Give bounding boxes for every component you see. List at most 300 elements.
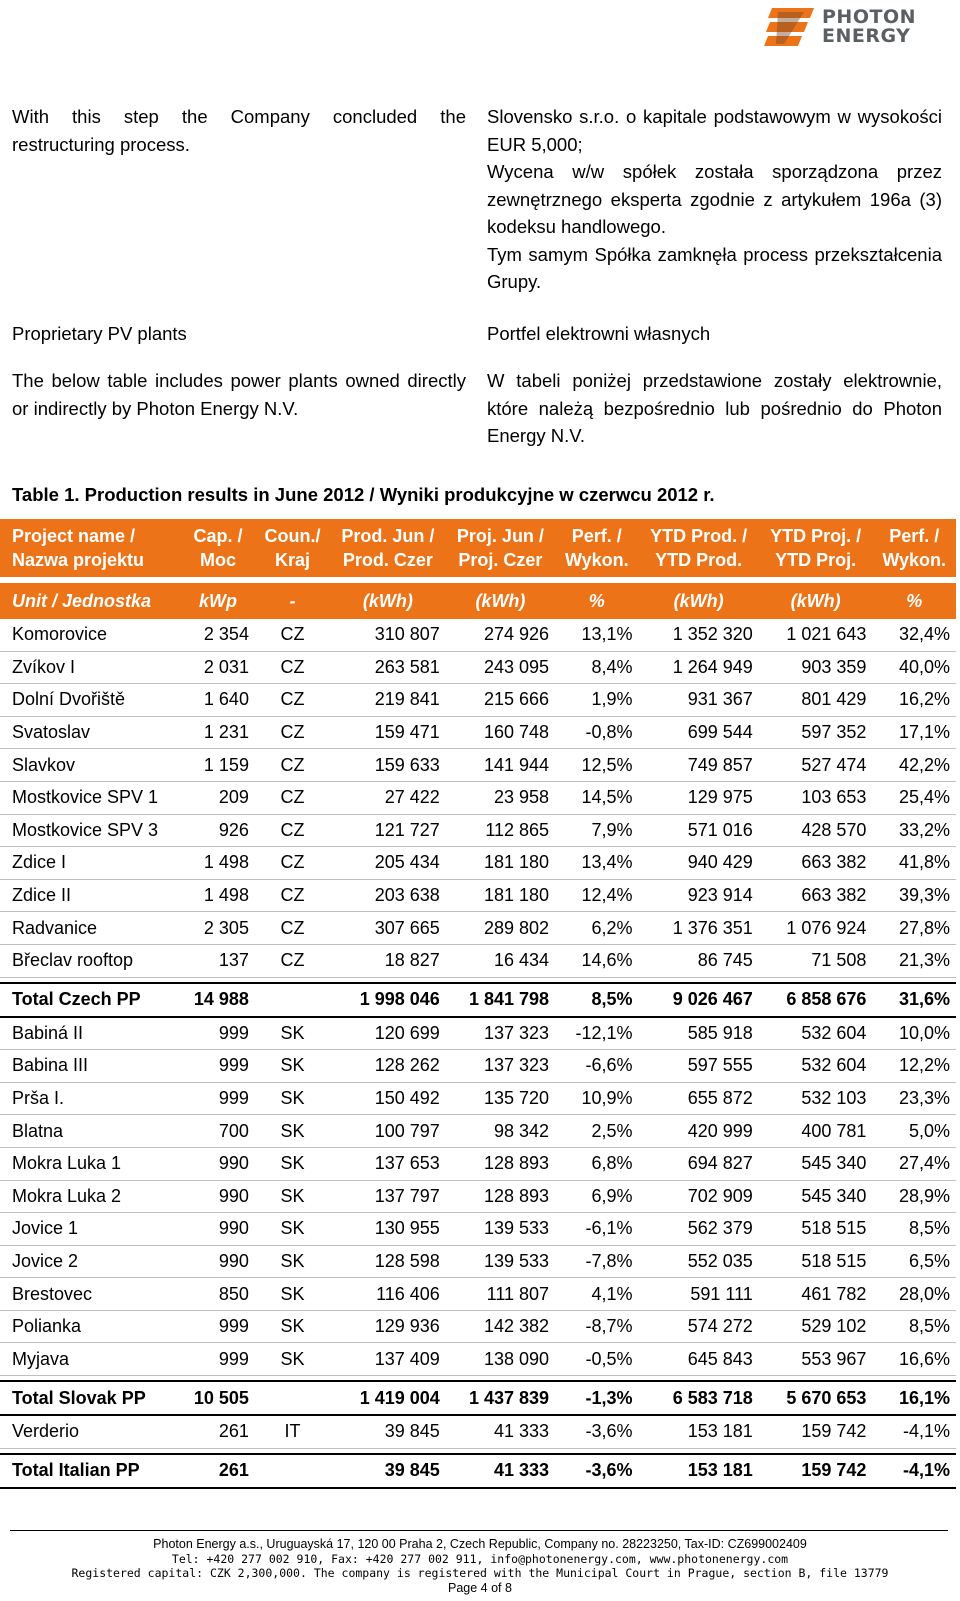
table-cell: 41 333 <box>446 1415 555 1448</box>
table-cell: 940 429 <box>639 847 759 880</box>
table-cell: 138 090 <box>446 1343 555 1376</box>
table-cell: -4,1% <box>872 1454 956 1488</box>
table-cell: 100 797 <box>330 1115 446 1148</box>
table-cell: 999 <box>181 1082 255 1115</box>
table-row <box>0 847 956 880</box>
table-cell: 699 544 <box>639 716 759 749</box>
table-cell: 129 975 <box>639 781 759 814</box>
table-cell: 41 333 <box>446 1454 555 1488</box>
row-label: Svatoslav <box>0 716 181 749</box>
table-cell: 39 845 <box>330 1415 446 1448</box>
column-header <box>330 519 446 580</box>
table-row <box>0 944 956 977</box>
table-cell: 1 076 924 <box>759 912 873 945</box>
table-cell: CZ <box>255 814 330 847</box>
column-header <box>0 519 181 580</box>
right-paragraph-2: W tabeli poniżej przedstawione zostały elektrownie, które należą bezpośrednio lub pośrednio do Photon Energy N.V. <box>487 370 942 446</box>
table-cell: -3,6% <box>555 1415 638 1448</box>
right-heading: Portfel elektrowni własnych <box>487 323 711 344</box>
table-cell: 6,9% <box>555 1180 638 1213</box>
table-cell: 243 095 <box>446 651 555 684</box>
total-row-czech <box>0 983 956 1017</box>
table-cell: CZ <box>255 716 330 749</box>
table-cell: 13,1% <box>555 619 638 651</box>
table-row <box>0 912 956 945</box>
table-cell: 10,9% <box>555 1082 638 1115</box>
column-header-en: Perf. / <box>889 526 940 546</box>
table-cell: SK <box>255 1115 330 1148</box>
unit-cell: % <box>872 580 956 619</box>
table-caption: Table 1. Production results in June 2012 / Wyniki produkcyjne w czerwcu 2012 r. <box>12 484 715 505</box>
table-row <box>0 1213 956 1246</box>
column-header-pl: Proj. Czer <box>458 550 543 570</box>
footer-divider <box>10 1530 948 1531</box>
company-logo <box>764 6 924 50</box>
row-label: Mostkovice SPV 3 <box>0 814 181 847</box>
table-cell: 16,2% <box>872 684 956 717</box>
left-paragraph-1: With this step the Company concluded the restructuring process. <box>12 106 466 155</box>
table-cell: 23 958 <box>446 781 555 814</box>
table-cell: 527 474 <box>759 749 873 782</box>
column-header-pl: Kraj <box>274 550 310 570</box>
table-cell: 27,8% <box>872 912 956 945</box>
table-row <box>0 1310 956 1343</box>
table-cell: IT <box>255 1415 330 1448</box>
table-cell: SK <box>255 1180 330 1213</box>
table-cell: 141 944 <box>446 749 555 782</box>
table-cell <box>255 1454 330 1488</box>
row-label: Prša I. <box>0 1082 181 1115</box>
table-cell: 4,1% <box>555 1278 638 1311</box>
table-cell: 28,0% <box>872 1278 956 1311</box>
table-cell: 16,1% <box>872 1381 956 1415</box>
table-cell: 28,9% <box>872 1180 956 1213</box>
table-cell: 926 <box>181 814 255 847</box>
table-cell: 6,8% <box>555 1147 638 1180</box>
table-cell: 128 893 <box>446 1147 555 1180</box>
table-cell: 16 434 <box>446 944 555 977</box>
table-cell: 461 782 <box>759 1278 873 1311</box>
table-cell: 215 666 <box>446 684 555 717</box>
table-cell: 41,8% <box>872 847 956 880</box>
table-cell: 597 555 <box>639 1050 759 1083</box>
production-table <box>0 519 956 1489</box>
table-cell: 31,6% <box>872 983 956 1017</box>
table-units-row <box>0 580 956 619</box>
unit-cell: (kWh) <box>446 580 555 619</box>
table-cell: 645 843 <box>639 1343 759 1376</box>
column-header-en: Prod. Jun / <box>341 526 435 546</box>
table-cell: SK <box>255 1082 330 1115</box>
table-cell: 2 354 <box>181 619 255 651</box>
table-cell: 14,6% <box>555 944 638 977</box>
table-cell: 5,0% <box>872 1115 956 1148</box>
table-row <box>0 781 956 814</box>
table-cell: 990 <box>181 1180 255 1213</box>
table-cell: 532 604 <box>759 1050 873 1083</box>
column-header <box>555 519 638 580</box>
table-cell: 1,9% <box>555 684 638 717</box>
table-cell: SK <box>255 1278 330 1311</box>
left-heading: Proprietary PV plants <box>12 323 187 344</box>
table-cell: 21,3% <box>872 944 956 977</box>
column-header <box>759 519 873 580</box>
table-cell: 999 <box>181 1017 255 1050</box>
table-cell: 86 745 <box>639 944 759 977</box>
table-cell: CZ <box>255 944 330 977</box>
table-cell: 159 742 <box>759 1454 873 1488</box>
table-cell: 1 231 <box>181 716 255 749</box>
table-row <box>0 1278 956 1311</box>
table-cell: 128 893 <box>446 1180 555 1213</box>
table-cell: 129 936 <box>330 1310 446 1343</box>
table-row <box>0 1147 956 1180</box>
row-label: Zdice I <box>0 847 181 880</box>
table-cell: -0,8% <box>555 716 638 749</box>
table-cell: 562 379 <box>639 1213 759 1246</box>
table-cell: 700 <box>181 1115 255 1148</box>
table-cell: 12,4% <box>555 879 638 912</box>
row-label: Zvíkov I <box>0 651 181 684</box>
row-label: Jovice 2 <box>0 1245 181 1278</box>
table-cell: -8,7% <box>555 1310 638 1343</box>
table-cell: 14 988 <box>181 983 255 1017</box>
table-cell: 137 323 <box>446 1050 555 1083</box>
row-label: Břeclav rooftop <box>0 944 181 977</box>
table-row <box>0 1050 956 1083</box>
table-cell: SK <box>255 1050 330 1083</box>
table-cell: 159 742 <box>759 1415 873 1448</box>
column-header-en: YTD Proj. / <box>770 526 862 546</box>
column-header <box>446 519 555 580</box>
table-row <box>0 814 956 847</box>
table-cell: 1 159 <box>181 749 255 782</box>
table-cell: -6,6% <box>555 1050 638 1083</box>
table-cell: 219 841 <box>330 684 446 717</box>
table-cell: 1 264 949 <box>639 651 759 684</box>
table-cell: 1 998 046 <box>330 983 446 1017</box>
table-cell: 903 359 <box>759 651 873 684</box>
column-header-pl: Moc <box>199 550 236 570</box>
table-cell: SK <box>255 1017 330 1050</box>
table-cell: 518 515 <box>759 1213 873 1246</box>
table-cell: 990 <box>181 1245 255 1278</box>
table-cell: 8,5% <box>872 1213 956 1246</box>
table-row <box>0 716 956 749</box>
row-label: Total Czech PP <box>0 983 181 1017</box>
table-cell: 205 434 <box>330 847 446 880</box>
table-cell: 990 <box>181 1147 255 1180</box>
table-cell: 428 570 <box>759 814 873 847</box>
table-cell: 1 419 004 <box>330 1381 446 1415</box>
table-cell: 6,5% <box>872 1245 956 1278</box>
table-cell: 13,4% <box>555 847 638 880</box>
total-row-italian <box>0 1454 956 1488</box>
table-row <box>0 1082 956 1115</box>
table-row <box>0 651 956 684</box>
column-header-en: Proj. Jun / <box>456 526 544 546</box>
table-cell: SK <box>255 1310 330 1343</box>
column-header-en: Project name / <box>12 526 136 546</box>
table-cell: CZ <box>255 847 330 880</box>
table-cell: 153 181 <box>639 1454 759 1488</box>
row-label: Komorovice <box>0 619 181 651</box>
table-cell: 261 <box>181 1454 255 1488</box>
table-cell: CZ <box>255 619 330 651</box>
table-cell: 529 102 <box>759 1310 873 1343</box>
column-header-pl: Wykon. <box>882 550 947 570</box>
unit-cell: % <box>555 580 638 619</box>
unit-cell: Unit / Jednostka <box>0 580 181 619</box>
table-cell: 18 827 <box>330 944 446 977</box>
table-cell: -3,6% <box>555 1454 638 1488</box>
column-header-pl: YTD Proj. <box>775 550 857 570</box>
table-cell: 553 967 <box>759 1343 873 1376</box>
table-cell: 39 845 <box>330 1454 446 1488</box>
table-cell: 6 858 676 <box>759 983 873 1017</box>
footer-line-3: Registered capital: CZK 2,300,000. The company is registered with the Municipal Court in Prague, section B, file 13779 <box>71 1566 889 1580</box>
left-paragraph-2: The below table includes power plants owned directly or indirectly by Photon Energy N.V. <box>12 370 466 419</box>
table-cell: 420 999 <box>639 1115 759 1148</box>
table-cell: 923 914 <box>639 879 759 912</box>
table-cell: 8,4% <box>555 651 638 684</box>
column-header <box>639 519 759 580</box>
row-label: Total Italian PP <box>0 1454 181 1488</box>
row-label: Mostkovice SPV 1 <box>0 781 181 814</box>
table-cell: 1 376 351 <box>639 912 759 945</box>
table-row <box>0 684 956 717</box>
table-cell: 545 340 <box>759 1180 873 1213</box>
table-cell: 931 367 <box>639 684 759 717</box>
table-cell: 289 802 <box>446 912 555 945</box>
page-footer <box>0 1537 960 1595</box>
table-cell: 545 340 <box>759 1147 873 1180</box>
table-cell: 518 515 <box>759 1245 873 1278</box>
row-label: Blatna <box>0 1115 181 1148</box>
table-cell: 112 865 <box>446 814 555 847</box>
table-cell: 9 026 467 <box>639 983 759 1017</box>
unit-cell: - <box>255 580 330 619</box>
table-cell: 12,2% <box>872 1050 956 1083</box>
table-cell: 160 748 <box>446 716 555 749</box>
table-cell: 116 406 <box>330 1278 446 1311</box>
row-label: Babiná II <box>0 1017 181 1050</box>
table-cell: -7,8% <box>555 1245 638 1278</box>
table-cell: 14,5% <box>555 781 638 814</box>
table-cell: 990 <box>181 1213 255 1246</box>
table-cell: 552 035 <box>639 1245 759 1278</box>
page-number: Page 4 of 8 <box>448 1580 512 1595</box>
table-row <box>0 1245 956 1278</box>
table-cell: SK <box>255 1245 330 1278</box>
table-cell: 153 181 <box>639 1415 759 1448</box>
table-cell: 33,2% <box>872 814 956 847</box>
table-cell: 1 498 <box>181 879 255 912</box>
table-cell: 103 653 <box>759 781 873 814</box>
table-cell: 111 807 <box>446 1278 555 1311</box>
table-cell: 597 352 <box>759 716 873 749</box>
table-cell: 137 409 <box>330 1343 446 1376</box>
column-header-pl: Wykon. <box>564 550 629 570</box>
table-cell: 121 727 <box>330 814 446 847</box>
table-cell: 2 031 <box>181 651 255 684</box>
table-cell: 702 909 <box>639 1180 759 1213</box>
table-cell: 16,6% <box>872 1343 956 1376</box>
table-cell: 663 382 <box>759 847 873 880</box>
table-cell: SK <box>255 1213 330 1246</box>
table-cell: 1 498 <box>181 847 255 880</box>
column-header <box>181 519 255 580</box>
table-cell: 27 422 <box>330 781 446 814</box>
table-cell: CZ <box>255 651 330 684</box>
table-cell: 749 857 <box>639 749 759 782</box>
table-cell: 585 918 <box>639 1017 759 1050</box>
right-paragraph-1a: Slovensko s.r.o. o kapitale podstawowym w wysokości EUR 5,000; <box>487 106 942 155</box>
table-cell: 8,5% <box>872 1310 956 1343</box>
table-cell: 999 <box>181 1310 255 1343</box>
table-cell: 999 <box>181 1343 255 1376</box>
table-cell: CZ <box>255 912 330 945</box>
table-cell: 25,4% <box>872 781 956 814</box>
table-cell: CZ <box>255 749 330 782</box>
table-cell: 32,4% <box>872 619 956 651</box>
row-label: Dolní Dvořiště <box>0 684 181 717</box>
right-paragraph-1b: Wycena w/w spółek została sporządzona przez zewnętrznego eksperta zgodnie z artykułem 196a (3) kodeksu handlowego. <box>487 161 942 237</box>
column-header <box>872 519 956 580</box>
table-cell: -12,1% <box>555 1017 638 1050</box>
table-cell: 137 323 <box>446 1017 555 1050</box>
table-cell: 263 581 <box>330 651 446 684</box>
column-header-pl: Prod. Czer <box>342 550 433 570</box>
table-cell <box>255 1381 330 1415</box>
column-header <box>255 519 330 580</box>
table-cell: 2,5% <box>555 1115 638 1148</box>
table-cell: 7,9% <box>555 814 638 847</box>
table-cell: 574 272 <box>639 1310 759 1343</box>
table-cell: 209 <box>181 781 255 814</box>
table-cell: -4,1% <box>872 1415 956 1448</box>
footer-line-1: Photon Energy a.s., Uruguayská 17, 120 00 Praha 2, Czech Republic, Company no. 28223250, Tax-ID: CZ699002409 <box>153 1537 807 1551</box>
table-cell: -0,5% <box>555 1343 638 1376</box>
table-cell: 23,3% <box>872 1082 956 1115</box>
table-cell: 2 305 <box>181 912 255 945</box>
column-header-en: Perf. / <box>571 526 622 546</box>
table-cell: 999 <box>181 1050 255 1083</box>
table-row <box>0 1017 956 1050</box>
right-paragraph-1c: Tym samym Spółka zamknęła process przekształcenia Grupy. <box>487 243 942 292</box>
table-row <box>0 749 956 782</box>
table-cell: CZ <box>255 684 330 717</box>
table-cell: 42,2% <box>872 749 956 782</box>
table-cell: 1 437 839 <box>446 1381 555 1415</box>
table-cell: 8,5% <box>555 983 638 1017</box>
table-cell: 128 262 <box>330 1050 446 1083</box>
table-cell: 135 720 <box>446 1082 555 1115</box>
table-cell: 128 598 <box>330 1245 446 1278</box>
column-header-en: YTD Prod. / <box>650 526 748 546</box>
table-cell: CZ <box>255 781 330 814</box>
table-cell: 181 180 <box>446 879 555 912</box>
table-cell: 591 111 <box>639 1278 759 1311</box>
table-cell: 142 382 <box>446 1310 555 1343</box>
row-label: Polianka <box>0 1310 181 1343</box>
total-row-slovak <box>0 1381 956 1415</box>
table-cell: 1 841 798 <box>446 983 555 1017</box>
table-row <box>0 879 956 912</box>
table-cell: 39,3% <box>872 879 956 912</box>
table-cell: 801 429 <box>759 684 873 717</box>
row-label: Myjava <box>0 1343 181 1376</box>
table-cell: 6 583 718 <box>639 1381 759 1415</box>
table-cell: 310 807 <box>330 619 446 651</box>
column-header-en: Coun./ <box>264 526 321 546</box>
table-cell: 5 670 653 <box>759 1381 873 1415</box>
table-row <box>0 1180 956 1213</box>
table-cell: CZ <box>255 879 330 912</box>
table-cell: 1 640 <box>181 684 255 717</box>
table-cell: -1,3% <box>555 1381 638 1415</box>
table-cell: 139 533 <box>446 1245 555 1278</box>
table-cell: 6,2% <box>555 912 638 945</box>
table-cell: 137 797 <box>330 1180 446 1213</box>
table-cell: SK <box>255 1147 330 1180</box>
table-row <box>0 1343 956 1376</box>
table-cell: 203 638 <box>330 879 446 912</box>
photon-logo-mark-icon <box>764 6 816 50</box>
right-paragraph-1 <box>487 103 942 296</box>
table-cell: 120 699 <box>330 1017 446 1050</box>
row-label: Verderio <box>0 1415 181 1448</box>
table-header-row <box>0 519 956 580</box>
footer-line-2: Tel: +420 277 002 910, Fax: +420 277 002 911, info@photonenergy.com, www.photonenergy.com <box>171 1551 789 1566</box>
table-cell: 130 955 <box>330 1213 446 1246</box>
row-label: Total Slovak PP <box>0 1381 181 1415</box>
table-cell: 663 382 <box>759 879 873 912</box>
table-cell: 159 633 <box>330 749 446 782</box>
table-cell: 532 103 <box>759 1082 873 1115</box>
unit-cell: (kWh) <box>330 580 446 619</box>
row-label: Mokra Luka 1 <box>0 1147 181 1180</box>
table-cell: 150 492 <box>330 1082 446 1115</box>
table-cell: 139 533 <box>446 1213 555 1246</box>
table-row <box>0 1415 956 1448</box>
table-cell: 17,1% <box>872 716 956 749</box>
row-label: Babina III <box>0 1050 181 1083</box>
column-header-pl: YTD Prod. <box>655 550 743 570</box>
table-cell: 694 827 <box>639 1147 759 1180</box>
unit-cell: (kWh) <box>759 580 873 619</box>
row-label: Slavkov <box>0 749 181 782</box>
table-cell: 571 016 <box>639 814 759 847</box>
table-cell: 137 653 <box>330 1147 446 1180</box>
column-header-en: Cap. / <box>193 526 243 546</box>
column-header-pl: Nazwa projektu <box>12 550 145 570</box>
table-cell: 40,0% <box>872 651 956 684</box>
logo-wordmark: PHOTON ENERGY <box>822 6 916 47</box>
table-cell: -6,1% <box>555 1213 638 1246</box>
table-cell: 137 <box>181 944 255 977</box>
table-cell: 261 <box>181 1415 255 1448</box>
table-cell: 655 872 <box>639 1082 759 1115</box>
table-cell: 12,5% <box>555 749 638 782</box>
row-label: Zdice II <box>0 879 181 912</box>
table-row <box>0 1115 956 1148</box>
table-cell: 71 508 <box>759 944 873 977</box>
table-cell: 1 021 643 <box>759 619 873 651</box>
table-cell: 1 352 320 <box>639 619 759 651</box>
table-cell: 159 471 <box>330 716 446 749</box>
table-cell: 850 <box>181 1278 255 1311</box>
